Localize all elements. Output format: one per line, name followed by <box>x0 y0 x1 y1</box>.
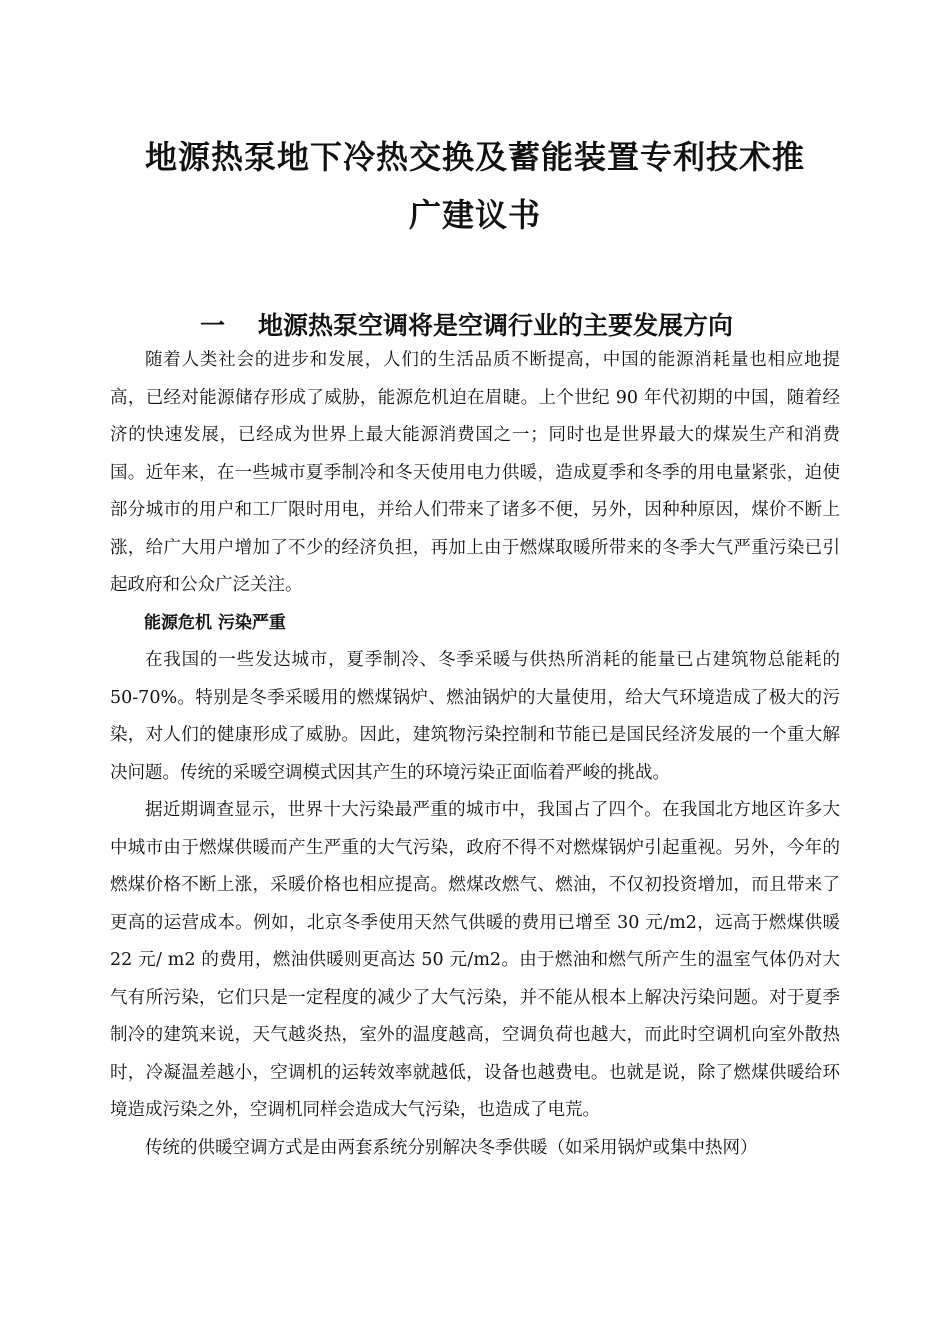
subheading-energy-crisis: 能源危机 污染严重 <box>144 612 286 633</box>
paragraph-4: 传统的供暖空调方式是由两套系统分别解决冬季供暖（如采用锅炉或集中热网） <box>145 1137 758 1158</box>
document-body <box>110 342 840 1167</box>
paragraph-3: 据近期调查显示，世界十大污染最严重的城市中，我国占了四个。在我国北方地区许多大中城市由于燃煤供暖而产生严重的大气污染，政府不得不对燃煤锅炉引起重视。另外，今年的燃煤价格不断上涨，采暖价格也相应提高。燃煤改燃气、燃油，不仅初投资增加，而且带来了更高的运营成本。例如，北京冬季使用天然气供暖的费用已增至 30 元/m2，远高于燃煤供暖 22 元/ m2 的费用，燃油供暖则更高达 50 元/m2。由于燃油和燃气所产生的温室气体仍对大气有所污染，它们只是一定程度的减少了大气污染，并不能从根本上解决污染问题。对于夏季制冷的建筑来说，天气越炎热，室外的温度越高，空调负荷也越大，而此时空调机向室外散热时，冷凝温差越小，空调机的运转效率就越低，设备也越费电。也就是说，除了燃煤供暖给环境造成污染之外，空调机同样会造成大气污染，也造成了电荒。 <box>110 800 840 1120</box>
document-title-line-1: 地源热泵地下冷热交换及蓄能装置专利技术推 <box>144 138 805 176</box>
section-number: 一 <box>200 311 226 340</box>
paragraph-2: 在我国的一些发达城市，夏季制冷、冬季采暖与供热所消耗的能量已占建筑物总能耗的 50-70%。特别是冬季采暖用的燃煤锅炉、燃油锅炉的大量使用，给大气环境造成了极大的污染，对人们的健康形成了威胁。因此，建筑物污染控制和节能已是国民经济发展的一个重大解决问题。传统的采暖空调模式因其产生的环境污染正面临着严峻的挑战。 <box>110 650 840 783</box>
paragraph-1: 随着人类社会的进步和发展，人们的生活品质不断提高，中国的能源消耗量也相应地提高，已经对能源储存形成了威胁，能源危机迫在眉睫。上个世纪 90 年代初期的中国，随着经济的快速发展，已经成为世界上最大能源消费国之一；同时也是世界最大的煤炭生产和消费国。近年来，在一些城市夏季制冷和冬天使用电力供暖，造成夏季和冬季的用电量紧张，迫使部分城市的用户和工厂限时用电，并给人们带来了诸多不便，另外，因种种原因，煤价不断上涨，给广大用户增加了不少的经济负担，再加上由于燃煤取暖所带来的冬季大气严重污染已引起政府和公众广泛关注。 <box>110 350 840 595</box>
section-heading-text: 地源热泵空调将是空调行业的主要发展方向 <box>258 311 734 340</box>
document-title-line-2: 广建议书 <box>408 196 541 234</box>
document-title <box>110 128 840 244</box>
section-heading <box>200 306 840 346</box>
